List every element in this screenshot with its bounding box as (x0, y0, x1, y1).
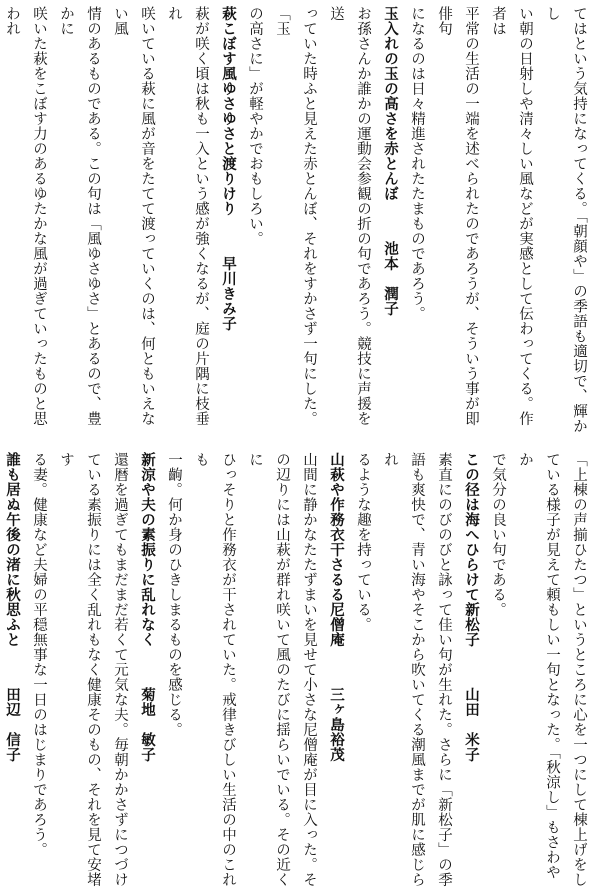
body-line: 一齣。何か身のひきしまるものを感じる。 (166, 452, 182, 737)
haiku-author: 山田 米子 (463, 687, 479, 762)
body-line: で気分の良い句である。 (490, 452, 506, 617)
haiku-entry-header (214, 6, 241, 438)
haiku-author: 菊地 敏子 (139, 687, 155, 762)
haiku-title: 玉入れの玉の高さを赤とんぼ (382, 6, 398, 201)
haiku-title: 誰も居ぬ午後の渚に秋思ふと (4, 452, 20, 647)
haiku-author: 早川きみ子 (220, 256, 236, 331)
body-line: 山間に静かなたたずまいを見せて小さな尼僧庵が目に入った。そ (301, 452, 317, 887)
body-line: 「上棟の声揃ひたつ」というところに心を一つにして棟上げをし (571, 452, 587, 887)
body-line: てはという気持になってくる。「朝顔や」の季語も適切で、輝かし (544, 6, 587, 434)
bottom-text-block (6, 452, 592, 888)
body-line: の高さに」が軽やかでおもしろい。 (247, 6, 263, 246)
body-line: 情のあるものである。この句は「風ゆさゆさ」とあるので、豊かに (58, 6, 101, 426)
haiku-title: 新涼や夫の素振りに乱れなく (139, 452, 155, 647)
body-line: ている素振りには全く乱れもなく健康そのもの、それを見て安堵す (58, 452, 101, 887)
body-line: っていた時ふと見えた赤とんぼ、それをすかさず一句にした。「玉 (274, 6, 317, 426)
body-line: 咲いた萩をこぼす力のあるゆたかな風が過ぎていったものと思われ (4, 6, 47, 426)
body-line: ひっそりと作務衣が干されていた。戒律きびしい生活の中のこれも (193, 452, 236, 887)
body-line: い朝の日射しや清々しい風などが実感として伝わってくる。作者は (490, 6, 533, 426)
haiku-entry-header (133, 452, 160, 888)
haiku-entry-header (322, 452, 349, 888)
haiku-author: 池本 潤子 (382, 241, 398, 316)
haiku-title: 山萩や作務衣干さるる尼僧庵 (328, 452, 344, 647)
haiku-title: この径は海へひらけて新松子 (463, 452, 479, 647)
haiku-author: 田辺 信子 (4, 687, 20, 762)
body-line: るような趣を持っている。 (355, 452, 371, 632)
section-gap (10, 444, 590, 445)
body-line: ている様子が見えて頼もしい一句となった。「秋涼し」もさわやか (517, 452, 560, 880)
body-line: 咲いている萩に風が音をたてて渡っていくのは、何ともいえない風 (112, 6, 155, 426)
body-line: になるのは日々精進されたたまものであろう。 (409, 6, 425, 321)
haiku-title: 萩こぼす風ゆさゆさと渡りけり (220, 6, 236, 216)
haiku-author: 三ヶ島裕茂 (328, 687, 344, 762)
body-line: お孫さんか誰かの運動会参観の折の句であろう。競技に声援を送 (328, 6, 371, 426)
body-line: の辺りには山萩が群れ咲いて風のたびに揺らいでいる。その近くに (247, 452, 290, 887)
body-line: る妻。健康など夫婦の平穏無事な一日のはじまりであろう。 (31, 452, 47, 857)
body-line: 還暦を過ぎてもまだまだ若くて元気な夫。毎朝かかさずにつづけ (112, 452, 128, 887)
haiku-entry-header (0, 452, 25, 888)
body-line: 平常の生活の一端を述べられたのであろうが、そういう事が即俳句 (436, 6, 479, 426)
haiku-entry-header (376, 6, 403, 438)
haiku-entry-header (457, 452, 484, 888)
body-line: 萩が咲く頃は秋も一入という感が強くなるが、庭の片隅に枝垂れ (166, 6, 209, 426)
body-line: 語も爽快で、青い海やそこから吹いてくる潮風までが肌に感じられ (382, 452, 425, 887)
top-text-block (6, 6, 592, 438)
body-line: 素直にのびのびと詠って佳い句が生れた。さらに「新松子」の季 (436, 452, 452, 887)
